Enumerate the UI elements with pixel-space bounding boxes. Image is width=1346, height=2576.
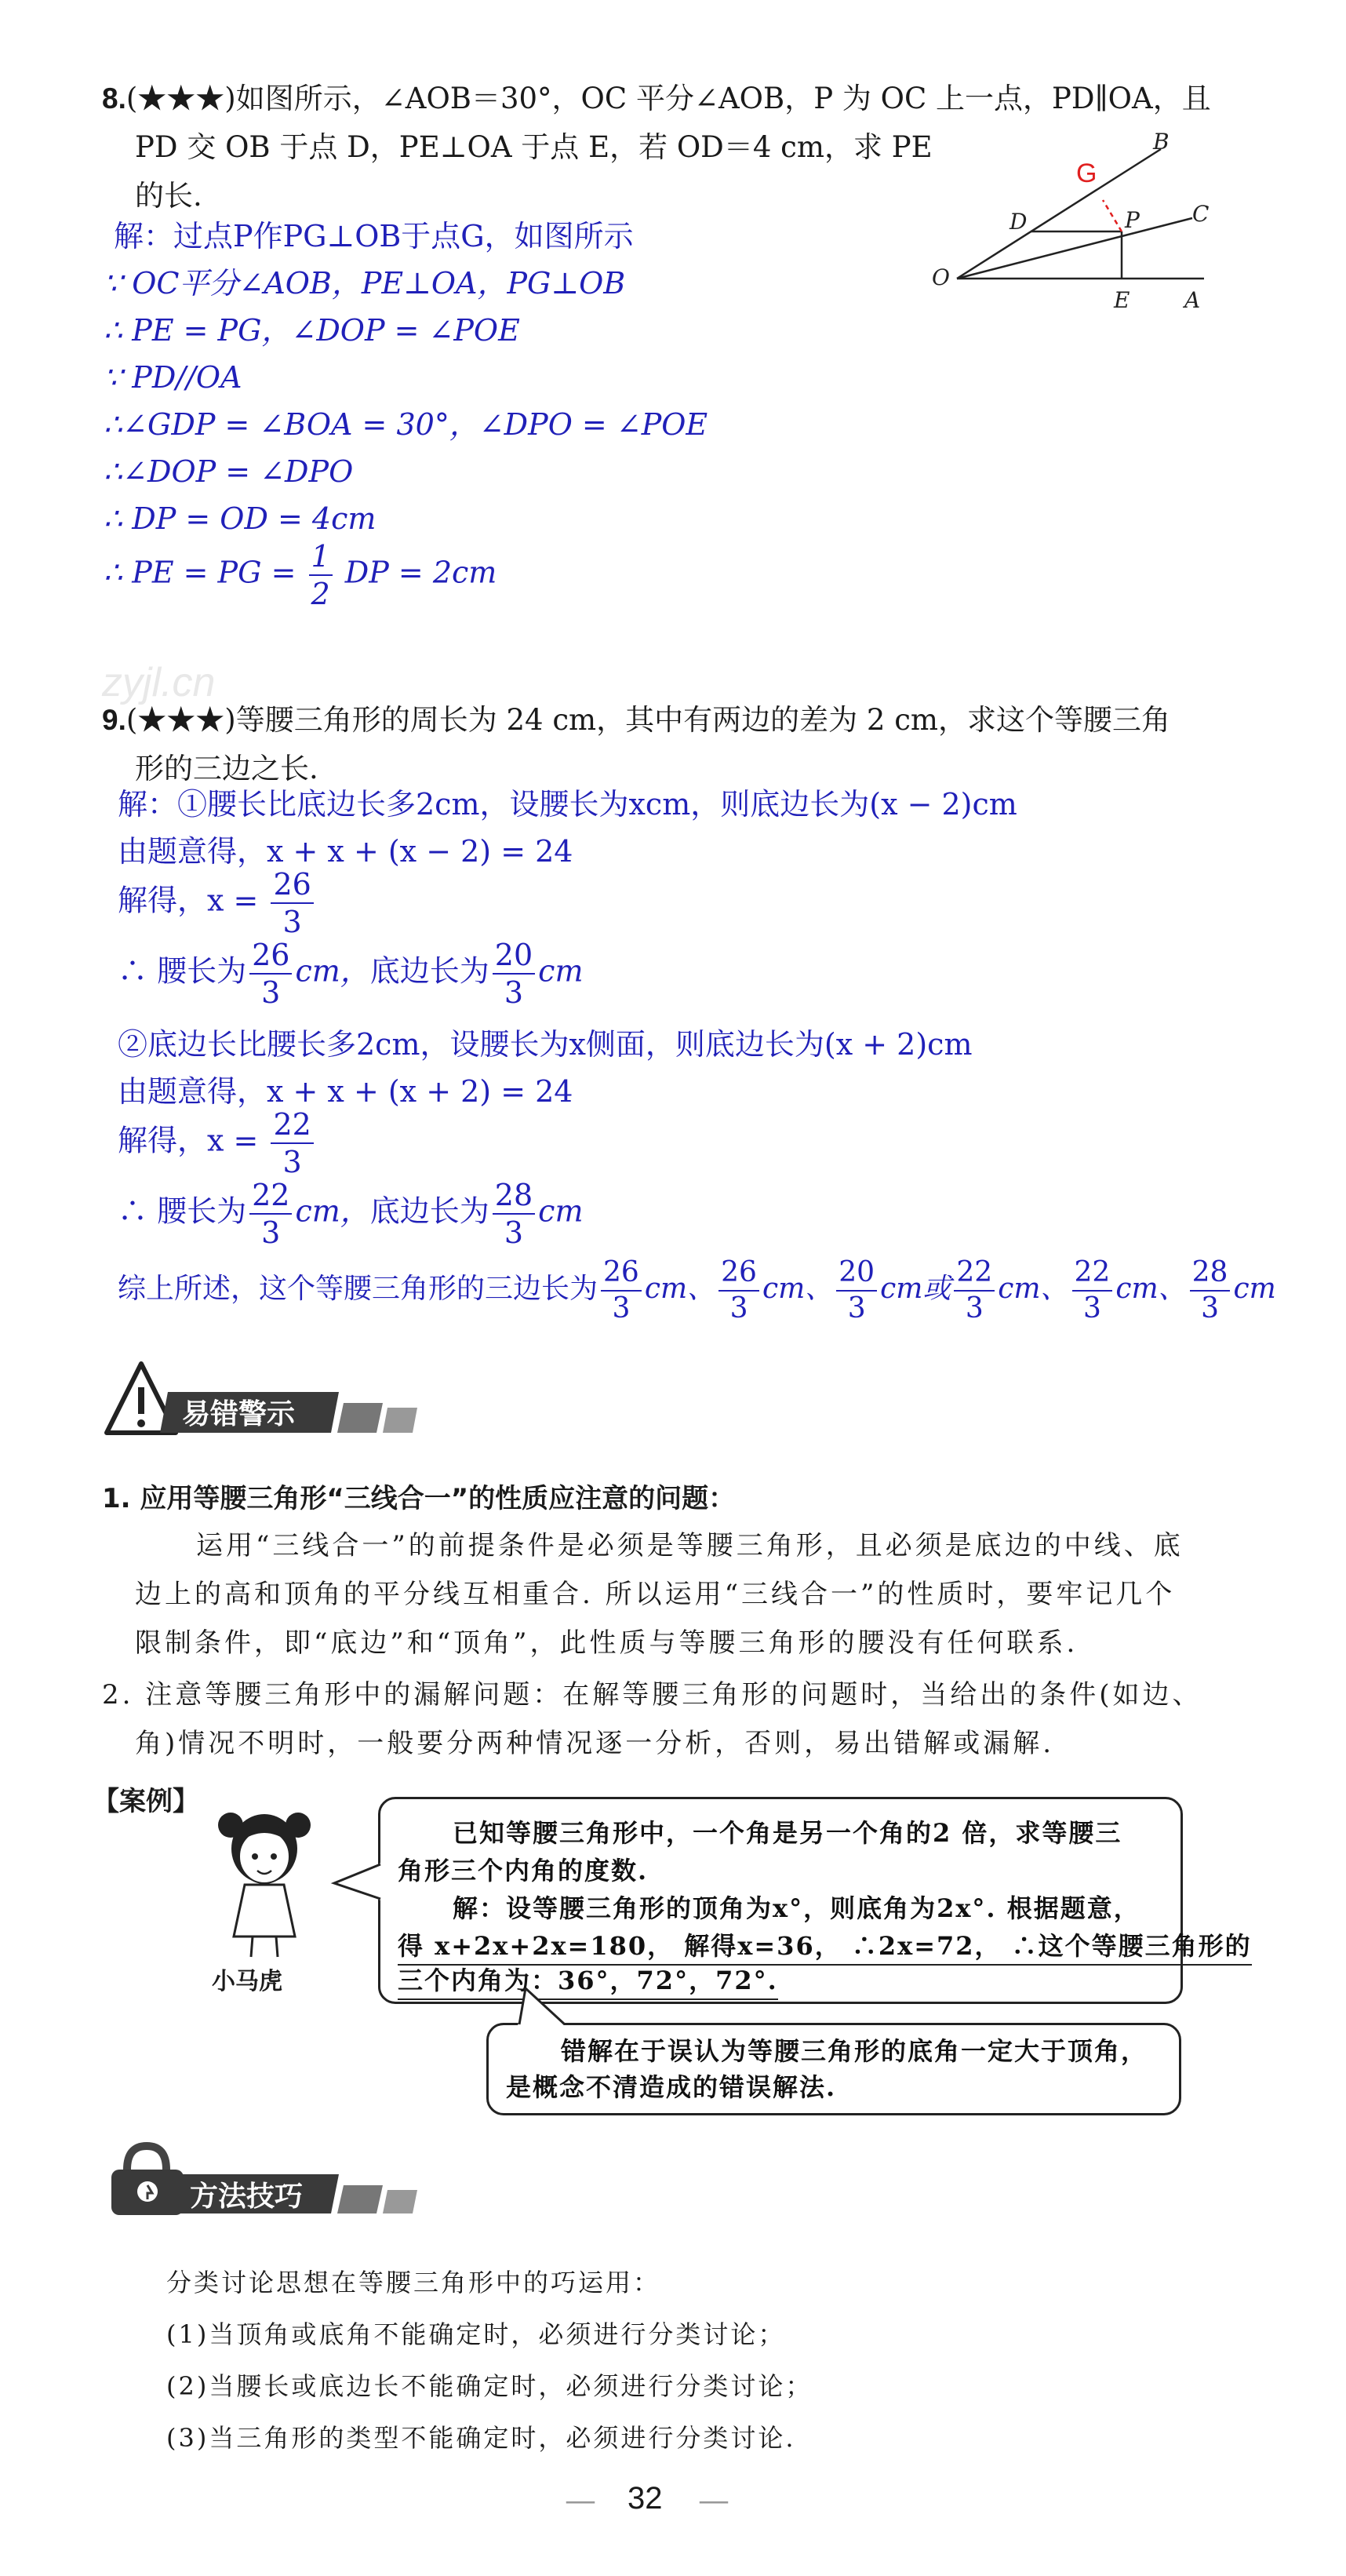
bubble1-l2: 角形三个内角的度数. [398, 1856, 649, 1886]
fraction-one-half [309, 541, 333, 609]
q8-sol-4: ∵ PD//OA [104, 360, 242, 395]
frac-den: 3 [729, 1292, 748, 1324]
q8-text-3: 的长. [135, 179, 202, 213]
bubble1-l5: 三个内角为：36°，72°，72°. [398, 1962, 778, 2000]
q8-sol-1: 解：过点P作PG⊥OB于点G，如图所示 [114, 219, 634, 253]
frac-den: 3 [504, 1215, 524, 1250]
fraction [836, 1256, 877, 1324]
unit: cm [538, 1193, 584, 1229]
unit: cm， [295, 1193, 370, 1229]
text: 底边长为 [369, 953, 489, 989]
frac-num: 26 [601, 1259, 642, 1292]
fraction [954, 1256, 995, 1324]
q8-sol-8 [104, 541, 497, 609]
frac-den: 3 [965, 1292, 984, 1324]
q9-number: 9. [102, 704, 126, 736]
q9-line1 [102, 703, 1170, 738]
unit: cm或 [880, 1273, 951, 1305]
unit: cm、 [644, 1273, 716, 1305]
q9-sol-2: 由题意得，x + x + (x − 2) = 24 [118, 834, 573, 869]
label-a: A [1184, 287, 1201, 313]
q8-figure [926, 126, 1239, 322]
method-header [104, 2138, 449, 2224]
frac-den: 3 [1201, 1292, 1219, 1324]
warning-title: 易错警示 [182, 1398, 296, 1430]
fraction [249, 938, 292, 1010]
character-name: 小马虎 [212, 1968, 282, 1995]
text: 解得，x = [118, 1123, 259, 1158]
frac-den: 3 [261, 975, 281, 1010]
fraction [718, 1256, 759, 1324]
bubble2-l2: 是概念不清造成的错误解法. [506, 2072, 837, 2102]
label-p: P [1125, 207, 1140, 233]
fraction [601, 1256, 642, 1324]
bubble1-tail [329, 1860, 384, 1907]
label-o: O [932, 264, 950, 290]
segment-pg-dashed [1103, 200, 1122, 231]
frac-num: 22 [1072, 1259, 1113, 1292]
case-label: 【案例】 [93, 1786, 199, 1817]
q9-text-1: 等腰三角形的周长为 24 cm，其中有两边的差为 2 cm，求这个等腰三角 [235, 703, 1171, 737]
footer-dash-left: — [565, 2483, 596, 2519]
method-stripe-2 [383, 2190, 417, 2213]
frac-num: 22 [249, 1180, 292, 1215]
q9-sol-3 [118, 869, 317, 937]
q9-sol-7 [118, 1109, 317, 1177]
unit: cm、 [998, 1273, 1069, 1305]
fraction [493, 938, 535, 1010]
bubble2-tail [510, 1985, 573, 2029]
method-item-3: (3)当三角形的类型不能确定时，必须进行分类讨论. [166, 2423, 796, 2453]
method-item-1: (1)当顶角或底角不能确定时，必须进行分类讨论； [166, 2319, 786, 2349]
label-d: D [1010, 209, 1028, 235]
fraction [1072, 1256, 1113, 1324]
frac-num: 22 [954, 1259, 995, 1292]
footer-dash-right: — [698, 2483, 729, 2519]
q9-sol-6: 由题意得，x + x + (x + 2) = 24 [118, 1074, 573, 1109]
q8-sol-3: ∴ PE = PG，∠DOP = ∠POE [104, 313, 520, 348]
q8-line1 [102, 82, 1211, 116]
frac-num: 28 [493, 1180, 535, 1215]
unit: cm、 [762, 1273, 834, 1305]
text: 综上所述，这个等腰三角形的三边长为 [118, 1273, 598, 1305]
warn-p2-l1: 2. 注意等腰三角形中的漏解问题：在解等腰三角形的问题时，当给出的条件(如边、 [102, 1679, 1202, 1711]
q8-text-2: PD 交 OB 于点 D，PE⊥OA 于点 E，若 OD＝4 cm，求 PE [135, 130, 933, 164]
method-stripe-1 [337, 2185, 383, 2213]
watermark: zyjl.cn [102, 660, 216, 705]
text: 底边长为 [369, 1193, 489, 1229]
warn-p1-l1: 运用“三线合一”的前提条件是必须是等腰三角形，且必须是底边的中线、底 [196, 1530, 1184, 1561]
fraction [1190, 1256, 1231, 1324]
q9-sol-8 [118, 1180, 583, 1248]
frac-den: 3 [504, 975, 524, 1010]
q8-sol-5: ∴∠GDP = ∠BOA = 30°，∠DPO = ∠POE [104, 407, 708, 442]
q8-stars: (★★★) [126, 82, 236, 115]
q8-sol-6: ∴∠DOP = ∠DPO [104, 454, 354, 489]
q8-sol-8-post: DP = 2cm [344, 555, 497, 590]
frac-den: 3 [847, 1292, 866, 1324]
frac-num: 26 [718, 1259, 759, 1292]
unit: cm、 [1115, 1273, 1187, 1305]
q8-sol-2: ∵ OC平分∠AOB，PE⊥OA，PG⊥OB [104, 266, 626, 301]
frac-den: 3 [612, 1292, 631, 1324]
q8-number: 8. [102, 82, 126, 115]
frac-num: 1 [309, 541, 333, 576]
unit: cm， [295, 953, 370, 989]
text: ∴ 腰长为 [118, 1193, 247, 1229]
label-b: B [1153, 129, 1170, 155]
frac-den: 3 [282, 1145, 302, 1179]
frac-num: 20 [836, 1259, 877, 1292]
bubble2-l1: 错解在于误认为等腰三角形的底角一定大于顶角， [561, 2036, 1148, 2066]
speech-bubble-error-note [486, 2023, 1181, 2115]
fraction [249, 1180, 292, 1248]
q8-sol-7: ∴ DP = OD = 4cm [104, 501, 377, 536]
frac-den: 2 [311, 577, 330, 611]
warning-icon-dot [137, 1419, 145, 1427]
q9-text-2: 形的三边之长. [135, 752, 318, 785]
q9-sol-3-pre: 解得，x = [118, 883, 259, 918]
unit: cm [538, 953, 584, 989]
page-number: 32 [628, 2481, 663, 2516]
q8-text-1: 如图所示，∠AOB＝30°，OC 平分∠AOB，P 为 OC 上一点，PD∥OA，且 [235, 82, 1211, 115]
q9-sol-5: ②底边长比腰长多2cm，设腰长为x侧面，则底边长为(x + 2)cm [118, 1027, 973, 1062]
frac-num: 28 [1190, 1259, 1231, 1292]
warning-stripe-1 [337, 1403, 383, 1433]
lock-icon-shackle [127, 2146, 166, 2170]
label-c: C [1192, 201, 1210, 227]
label-e: E [1114, 287, 1130, 313]
fraction [271, 1109, 313, 1177]
text: ∴ 腰长为 [118, 953, 247, 989]
frac-num: 22 [271, 1109, 313, 1144]
warning-header [104, 1357, 449, 1444]
method-intro: 分类讨论思想在等腰三角形中的巧运用： [166, 2268, 661, 2297]
q9-stars: (★★★) [126, 703, 236, 737]
fraction [271, 869, 313, 937]
warn-p2-l2: 角)情况不明时，一般要分两种情况逐一分析，否则，易出错解或漏解. [135, 1728, 1055, 1759]
method-title: 方法技巧 [190, 2181, 304, 2213]
warn-p1-head: 1. 应用等腰三角形“三线合一”的性质应注意的问题： [102, 1483, 736, 1514]
unit: cm [1233, 1273, 1276, 1305]
frac-den: 3 [1082, 1292, 1101, 1324]
q8-sol-8-pre: ∴ PE = PG = [104, 555, 296, 590]
girl-character-icon [213, 1803, 315, 1960]
q9-sol-9 [118, 1256, 1276, 1324]
warning-icon-bar [138, 1387, 144, 1414]
warning-stripe-2 [383, 1408, 417, 1433]
bubble1-l1: 已知等腰三角形中，一个角是另一个角的2 倍，求等腰三 [453, 1818, 1122, 1848]
frac-den: 3 [261, 1215, 281, 1250]
frac-num: 26 [249, 940, 292, 975]
frac-num: 20 [493, 940, 535, 975]
speech-bubble-question [378, 1797, 1252, 2004]
q9-sol-4 [118, 938, 584, 1010]
q9-sol-1: 解：①腰长比底边长多2cm，设腰长为xcm，则底边长为(x − 2)cm [118, 787, 1017, 822]
bubble1-l4: 得 x+2x+2x=180， 解得x=36， ∴2x=72， ∴这个等腰三角形的 [398, 1928, 1252, 1966]
warn-p1-l2: 边上的高和顶角的平分线互相重合. 所以运用“三线合一”的性质时，要牢记几个 [135, 1579, 1176, 1610]
ray-oc [957, 218, 1192, 279]
label-g: G [1076, 158, 1097, 188]
frac-num: 26 [271, 869, 313, 904]
frac-den: 3 [282, 905, 302, 939]
fraction [493, 1180, 535, 1248]
method-item-2: (2)当腰长或底边长不能确定时，必须进行分类讨论； [166, 2371, 813, 2401]
warn-p1-l3: 限制条件，即“底边”和“顶角”，此性质与等腰三角形的腰没有任何联系. [135, 1627, 1079, 1659]
bubble1-l3: 解：设等腰三角形的顶角为x°，则底角为2x°. 根据题意， [453, 1893, 1140, 1923]
